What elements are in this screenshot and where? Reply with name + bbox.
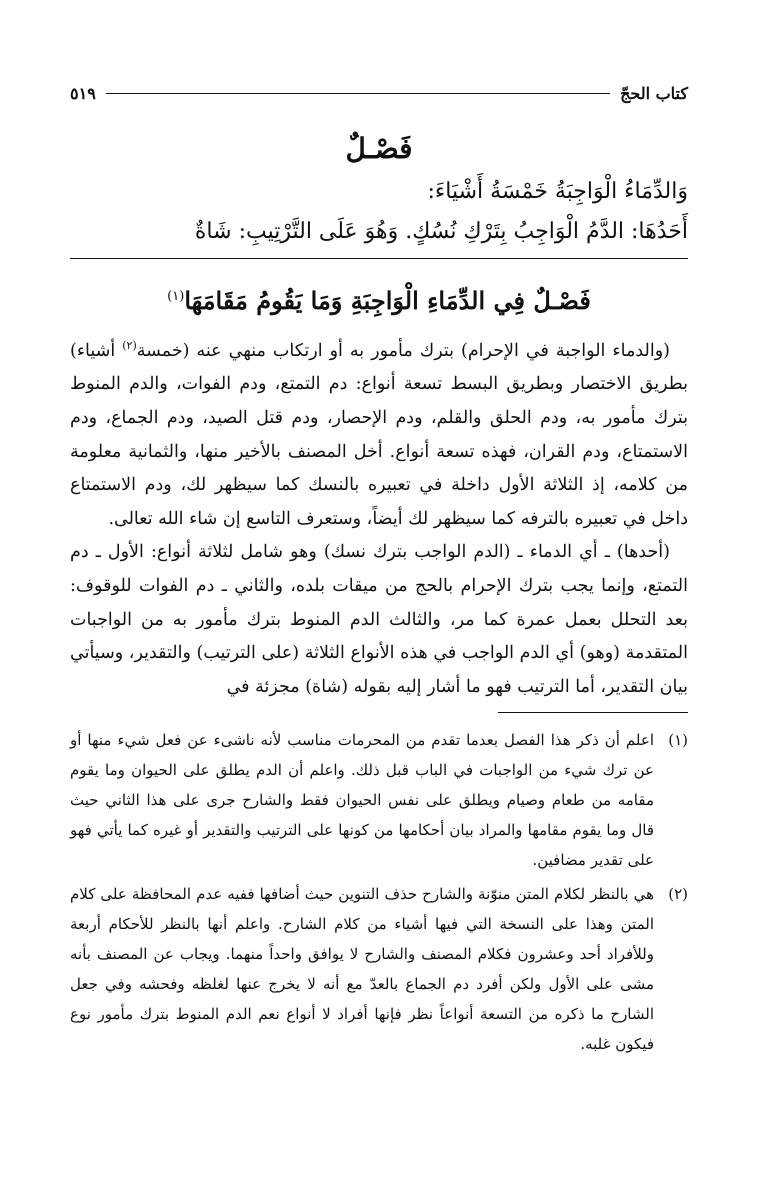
header-rule (106, 93, 610, 94)
footnote (70, 879, 688, 1059)
sharh-paragraph (70, 536, 688, 704)
matn-line: أَحَدُهَا: الدَّمُ الْوَاجِبُ بِتَرْكِ نُسُكٍ. وَهُوَ عَلَى التَّرْتِيبِ: شَاةٌ (194, 219, 688, 244)
sharh-paragraph (70, 329, 688, 536)
paragraph-text: (أحدها) ـ أي الدماء ـ (الدم الواجب بترك نسك) وهو شامل لثلاثة أنواع: الأول ـ دم التمتع، وإنما يجب بترك الإحرام بالحج من ميقات بلده، والثاني ـ دم الفوات للوقوف: بعد التحلل بعمل عمرة كما مر، والثالث الدم المنوط بترك مأمور به من الواجبات المتقدمة (وهو) أي الدم الواجب في هذه الأنواع الثلاثة (على الترتيب) والتقدير، وسيأتي بيان التقدير، أما الترتيب فهو ما أشار إليه بقوله (شاة) مجزئة في (70, 542, 688, 697)
footnote-marker: (١) (167, 289, 185, 304)
footnote-separator (498, 712, 688, 713)
sharh-heading-text: فَصْـلٌ فِي الدِّمَاءِ الْوَاجِبَةِ وَمَا يَقُومُ مَقَامَهَا (184, 286, 591, 315)
matn-heading: فَصْـلٌ (345, 132, 413, 165)
footnote-marker: (٢) (122, 339, 137, 352)
footnote-number: (٢) (668, 885, 688, 904)
matn-section (70, 126, 688, 259)
page-number: ٥١٩ (70, 83, 96, 103)
footnote (70, 725, 688, 875)
footnote-number: (١) (668, 731, 688, 750)
paragraph-text: (والدماء الواجبة في الإحرام) بترك مأمور به أو ارتكاب منهي عنه (خمسة (136, 340, 671, 361)
matn-separator (70, 258, 688, 259)
paragraph-text: أشياء) بطريق الاختصار وبطريق البسط تسعة أنواع: دم التمتع، ودم الفوات، والدم المنوط بترك مأمور به، ودم الحلق والقلم، ودم الإحصار، ودم قتل الصيد، ودم الجماع، ودم الاستمتاع، ودم القران، فهذه تسعة أنواع. أخل المصنف بالأخير منها، والثمانية معلومة من كلامه، إذ الثلاثة الأول داخلة في تعبيره بالنسك كما سيظهر لك، ودم الاستمتاع داخل في تعبيره بالترفه كما سيظهر لك أيضاً، وستعرف التاسع إن شاء الله تعالى. (70, 340, 688, 529)
book-title: كتاب الحجّ (620, 83, 688, 103)
book-page (70, 78, 688, 1158)
running-head (70, 78, 688, 108)
footnote-text: هي بالنظر لكلام المتن منوّنة والشارح حذف التنوين حيث أضافها ففيه عدم المحافظة على كلام المتن وهذا على النسخة التي فيها أشياء من كلام الشارح. واعلم أنها بالنظر للأحكام أربعة وللأفراد أحد وعشرون فكلام المصنف والشارح لا يوافق واحداً منهما. ويجاب عن المصنف بأنه مشى على الأول ولكن أفرد دم الجماع بالعدّ مع أنه لا يخرج عنها لغلظه وفحشه وفي جعل الشارح ما ذكره من التسعة أنواعاً نظر فإنها أفراد لا أنواع نعم الدم المنوط بترك مأمور نوع فيكون غلبه. (70, 885, 654, 1054)
sharh-heading (70, 269, 688, 329)
matn-line: وَالدِّمَاءُ الْوَاجِبَةُ خَمْسَةُ أَشْيَاءَ: (427, 179, 688, 204)
footnote-text: اعلم أن ذكر هذا الفصل بعدما تقدم من المحرمات مناسب لأنه ناشىء عن فعل شيء منها أو عن ترك شيء من الواجبات في الباب قبل ذلك. واعلم أن الدم يطلق على الحيوان وما يقوم مقامه من طعام وصيام ويطلق على نفس الحيوان فقط والشارح جرى على هذا الثاني حيث قال وما يقوم مقامها والمراد بيان أحكامها من كونها على الترتيب والتقدير أو غيره كما يأتي فهو على تقدير مضافين. (70, 731, 654, 870)
